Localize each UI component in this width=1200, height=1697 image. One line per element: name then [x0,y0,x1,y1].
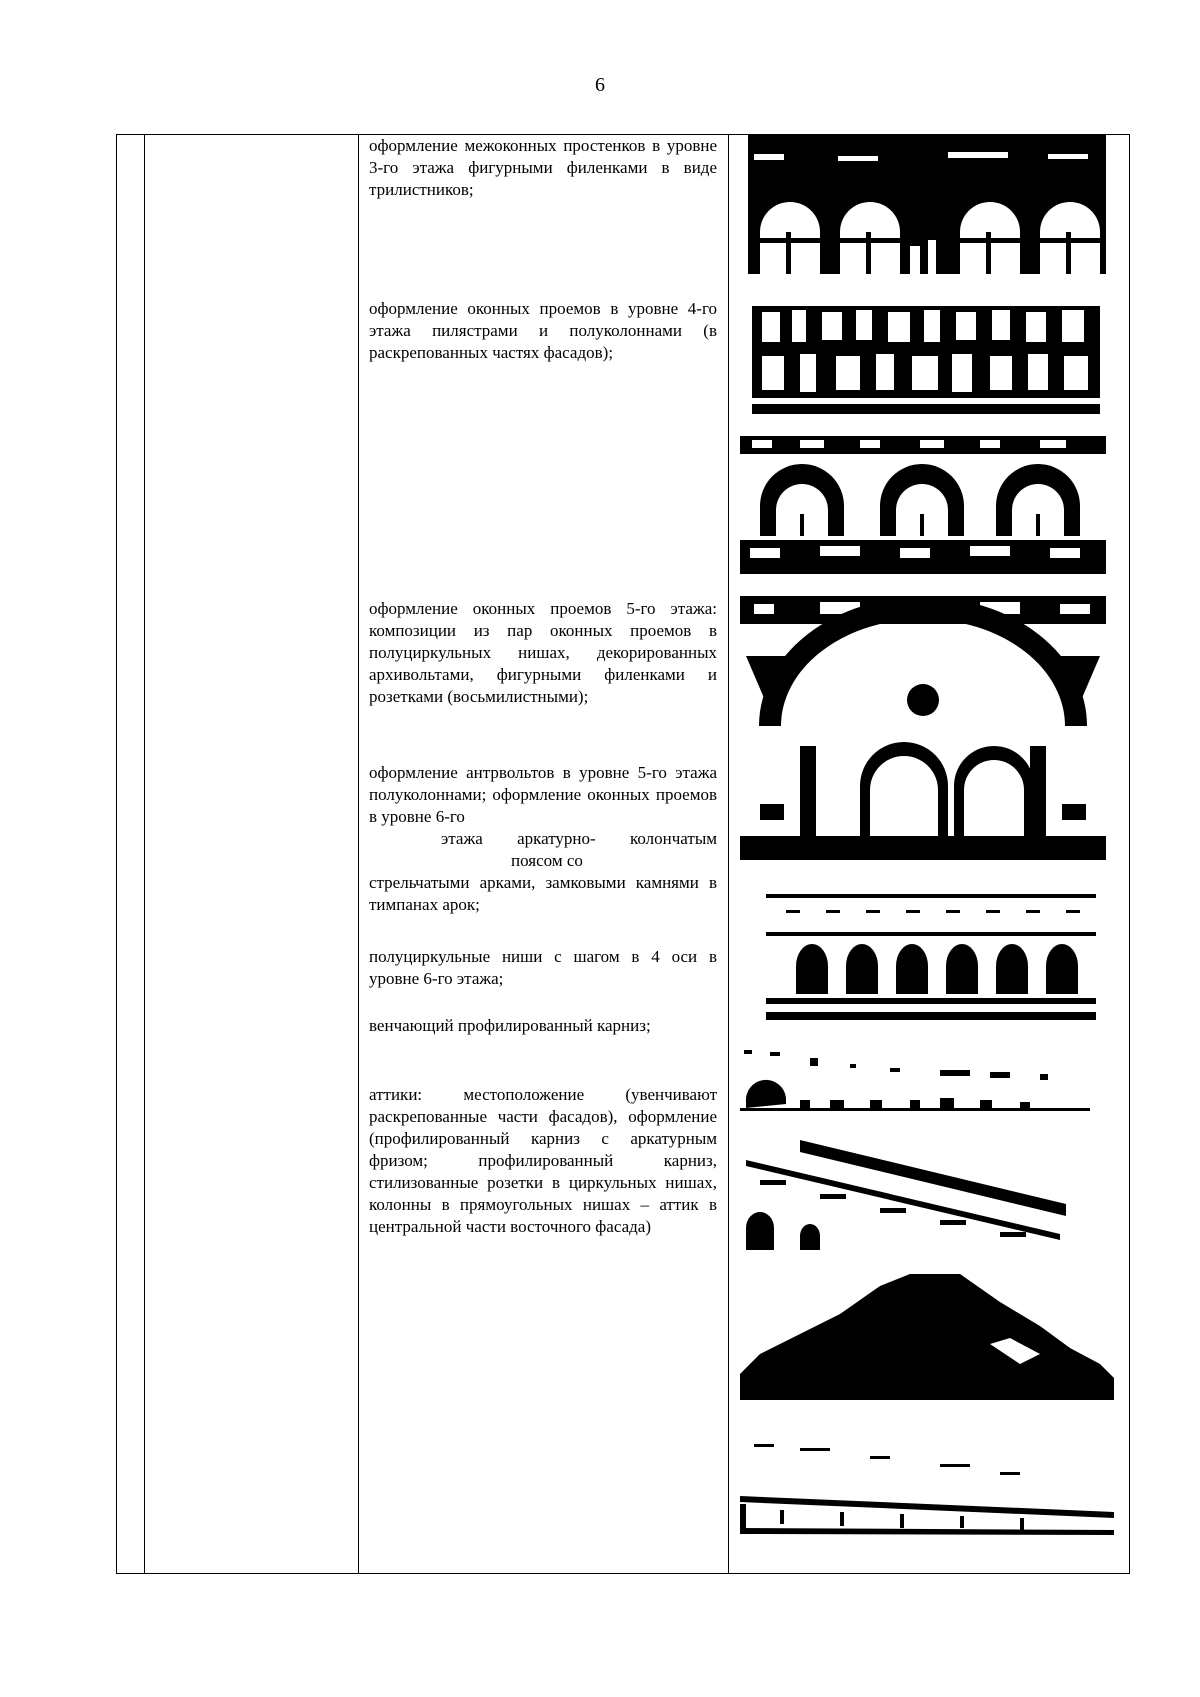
antrvolts-part-2: этажа аркатурно- колончатым [441,829,717,848]
description-attics: аттики: местоположение (увенчивают раскрепованные части фасадов), оформление (профилированный карниз с аркатурным фризом; профилированный карниз, стилизованные розетки в циркульных нишах, колонны в прямоугольных нишах – аттик в центральной части восточного фасада) [369,1085,717,1236]
photo-arcade-windows [740,436,1106,574]
description-5th-floor-windows: оформление оконных проемов 5-го этажа: композиции из пар оконных проемов в полуциркульных нишах, декорированных архивольтами, фигурными филенками и розетками (восьмилистными); [369,599,717,706]
antrvolts-part-3: поясом со [511,851,583,870]
photo-attic-roofline [740,1438,1114,1538]
photo-6th-floor-arcature [766,894,1096,1020]
photo-3rd-floor-trefoils [748,134,1106,274]
description-4th-floor-windows: оформление оконных проемов в уровне 4-го этажа пилястрами и полуколоннами (в раскрепованных частях фасадов); [369,299,717,362]
description-semicircular-niches: полуциркульные ниши с шагом в 4 оси в уровне 6-го этажа; [369,947,717,988]
column-divider-1 [144,134,145,1574]
antrvolts-part-1: оформление антрвольтов в уровне 5-го этажа полуколоннами; оформление оконных проемов в уровне 6-го [369,763,717,826]
page-number: 6 [595,74,605,96]
column-divider-3 [728,134,729,1574]
description-crowning-cornice: венчающий профилированный карниз; [369,1016,651,1035]
description-antrvolts [369,762,717,916]
column-divider-2 [358,134,359,1574]
photo-5th-floor-arch [740,596,1106,860]
photo-4th-floor-pilasters [752,298,1100,414]
photo-attic-silhouette [740,1274,1114,1400]
photo-crowning-cornice [740,1042,1100,1114]
photo-attic-cornice [740,1140,1066,1250]
description-mezhokonnye: оформление межоконных простенков в уровне 3-го этажа фигурными филенками в виде трилистников; [369,136,717,199]
antrvolts-part-4: стрельчатыми арками, замковыми камнями в тимпанах арок; [369,873,717,914]
